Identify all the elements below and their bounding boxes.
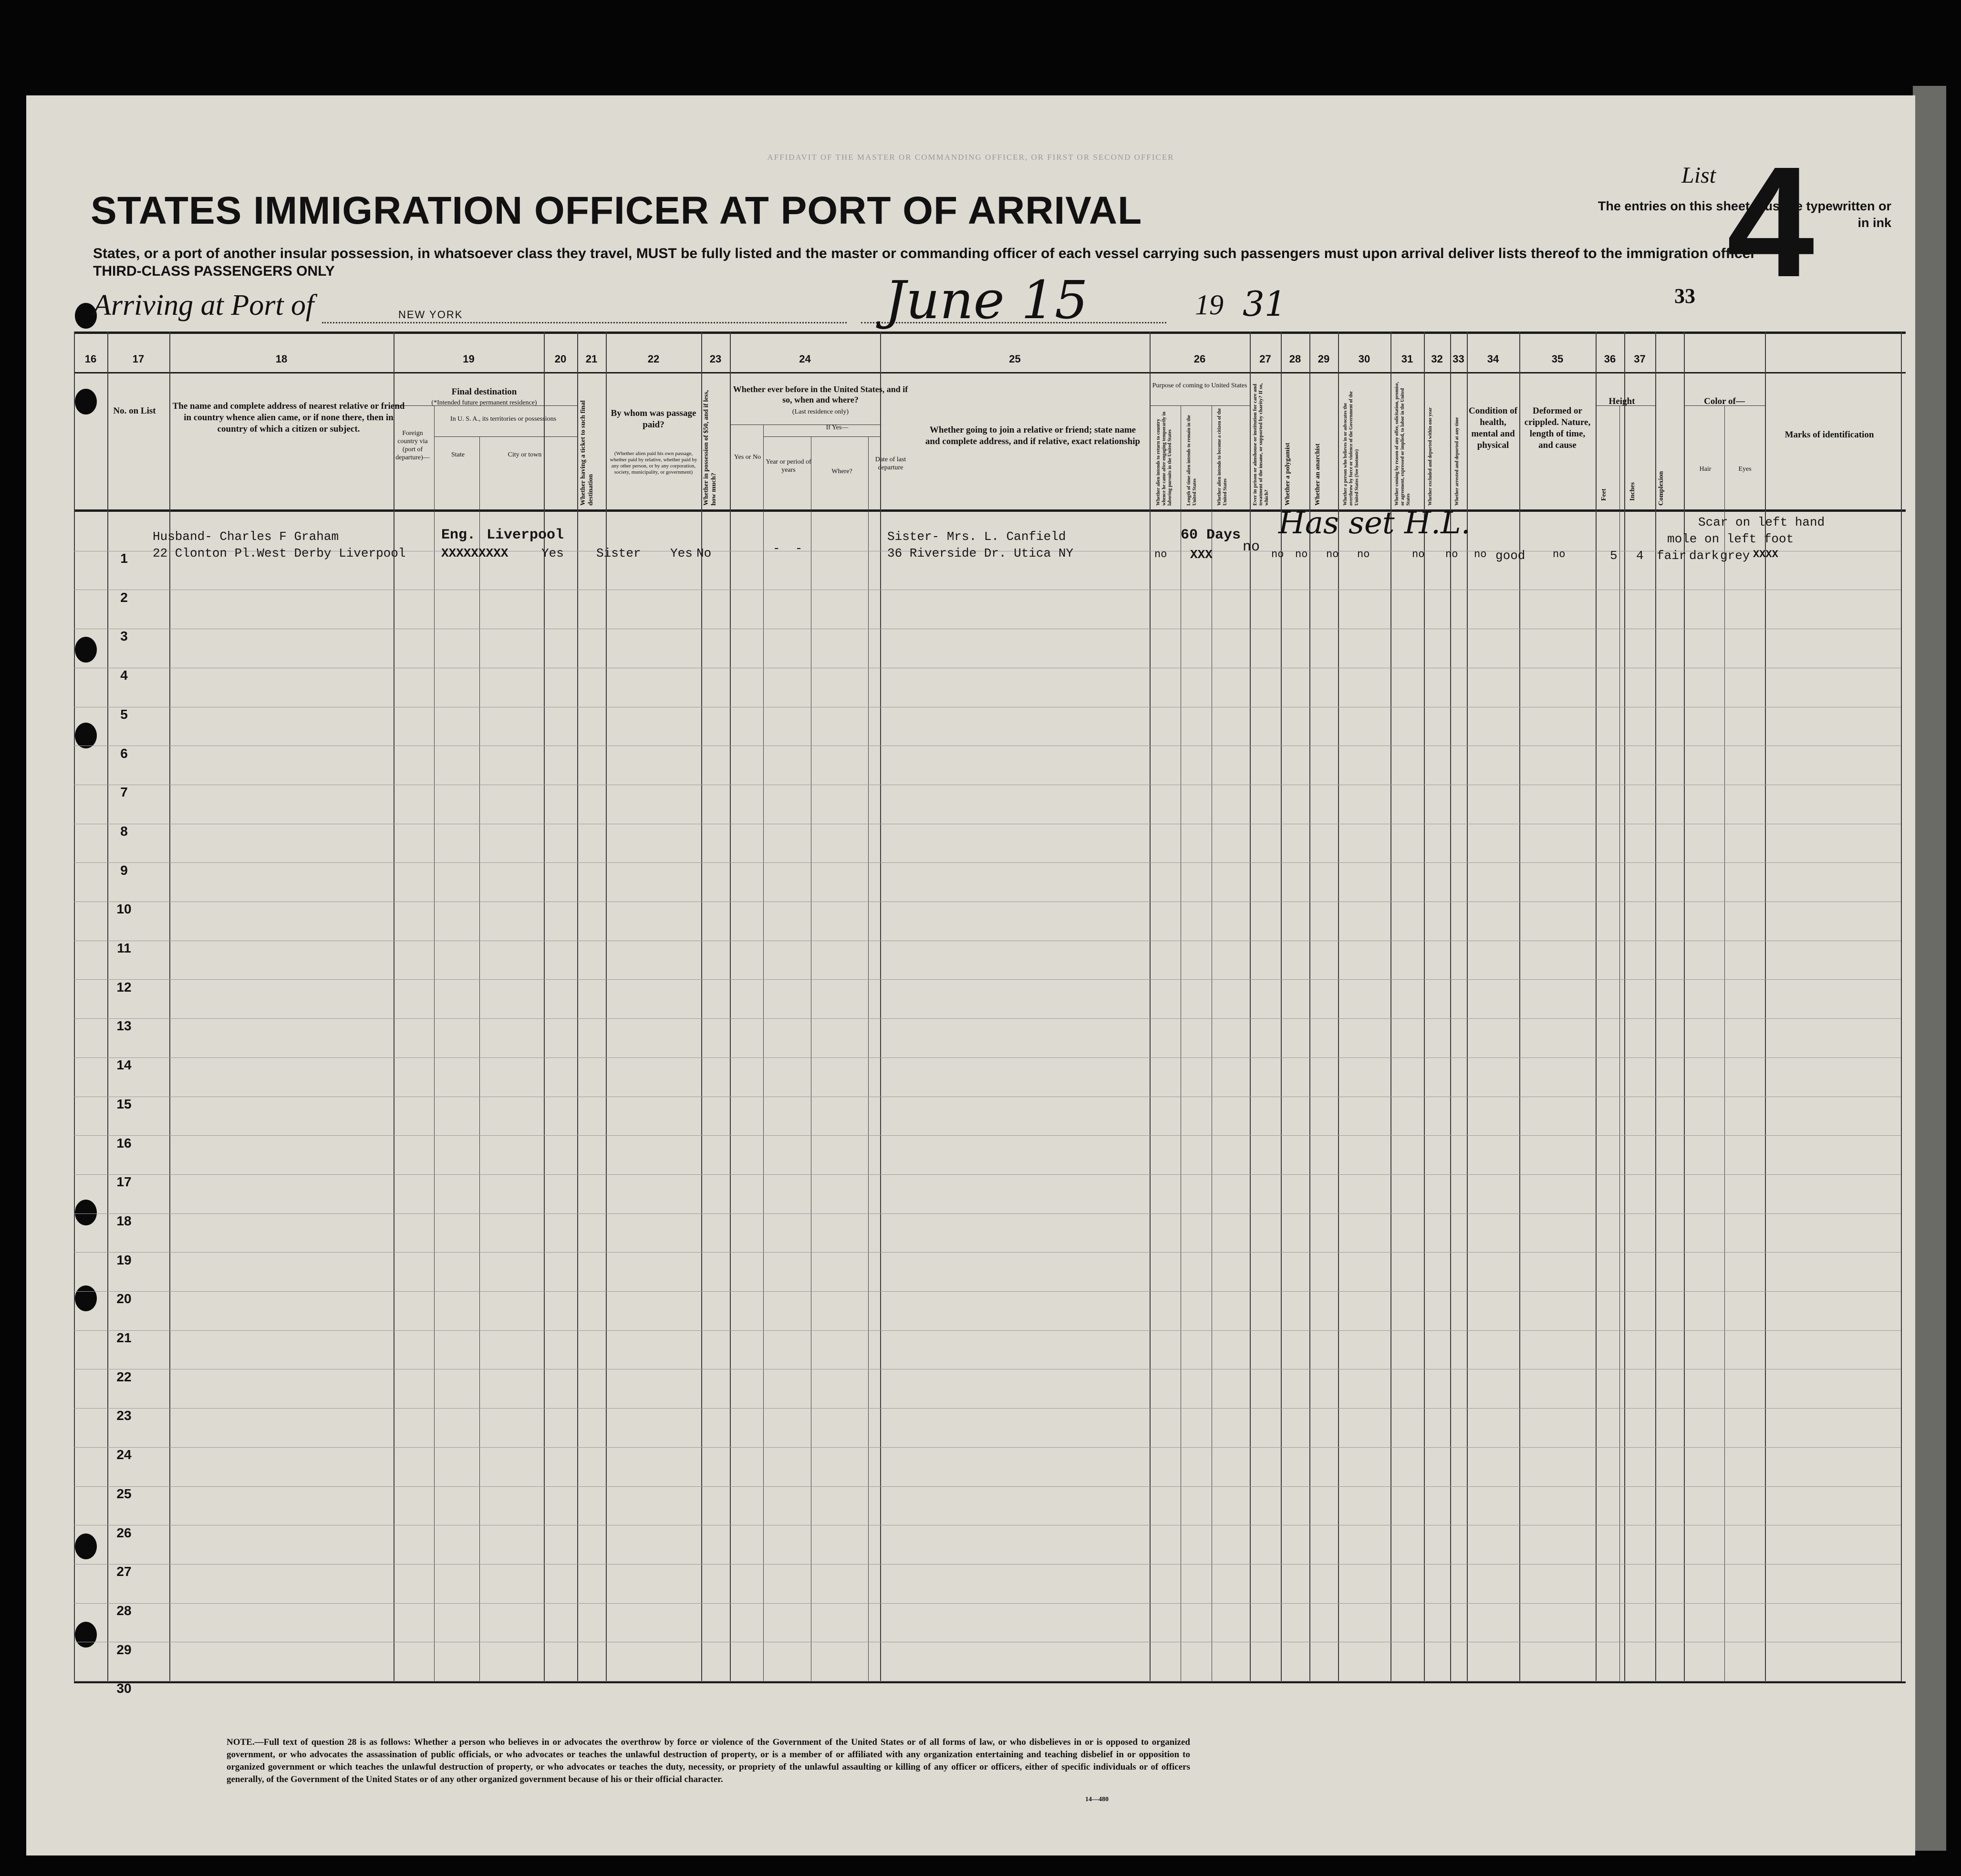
- subcolumn-divider: [868, 436, 869, 1681]
- row-divider: [74, 1018, 1901, 1019]
- subcolumn-divider: [434, 405, 435, 1681]
- header-strip: AFFIDAVIT OF THE MASTER OR COMMANDING OFFICER, OR FIRST OR SECOND OFFICER: [767, 153, 1174, 162]
- entry-state-struck: XXXXXXXXX: [441, 546, 508, 560]
- hdr-yes-no: Yes or No: [734, 454, 761, 461]
- column-divider: [1901, 332, 1902, 1681]
- hdr-purpose-b: Length of time alien intends to remain in the United States: [1186, 415, 1197, 506]
- row-divider: [74, 1213, 1901, 1214]
- column-number: 23: [709, 353, 722, 365]
- column-divider: [577, 332, 578, 1681]
- column-number: 32: [1431, 353, 1443, 365]
- entry-city: Liverpool: [487, 527, 564, 543]
- row-number: 1: [120, 551, 128, 566]
- hdr-state: State: [451, 451, 465, 458]
- punch-hole: [75, 723, 97, 748]
- column-number: 31: [1401, 353, 1413, 365]
- column-divider: [1655, 332, 1656, 1681]
- hdr-col31: Whether arrested and deported at any time: [1454, 417, 1460, 506]
- row-divider: [74, 1057, 1901, 1058]
- hdr-deformed: Deformed or crippled. Nature, length of time, and cause: [1524, 406, 1591, 450]
- column-divider: [1596, 332, 1597, 1681]
- entry-health: good: [1495, 549, 1525, 563]
- column-number: 29: [1318, 353, 1330, 365]
- entry-dash: - -: [773, 541, 803, 556]
- row-divider: [74, 1603, 1901, 1604]
- column-number: 21: [585, 353, 598, 365]
- column-number: 19: [463, 353, 475, 365]
- column-divider: [107, 332, 108, 1681]
- entry-marks-line2: mole on left foot: [1667, 532, 1794, 546]
- row-number: 15: [116, 1096, 132, 1111]
- hdr-foreign-country: Foreign country via (port of departure)—: [395, 430, 430, 461]
- row-number: 17: [116, 1174, 132, 1190]
- year-prefix: 19: [1195, 289, 1224, 321]
- entry-marks-line1: Scar on left hand: [1698, 515, 1825, 529]
- column-number: 25: [1009, 353, 1021, 365]
- column-number: 27: [1259, 353, 1271, 365]
- hdr-inches: Inches: [1629, 482, 1636, 501]
- hdr-color-of: Color of—: [1704, 396, 1745, 406]
- list-number: 4: [1727, 134, 1815, 310]
- page-number: 33: [1674, 284, 1695, 308]
- column-divider: [606, 332, 607, 1681]
- year-handwritten: 31: [1243, 284, 1287, 324]
- row-number: 20: [116, 1291, 132, 1306]
- entry-purpose-b-struck: XXX: [1190, 548, 1213, 562]
- row-number: 21: [116, 1330, 132, 1345]
- row-divider: [74, 1174, 1901, 1175]
- hdr-hair: Hair: [1699, 466, 1712, 473]
- header-sub-rule: [763, 436, 880, 437]
- subcolumn-divider: [1724, 405, 1725, 1681]
- column-number: 30: [1358, 353, 1370, 365]
- hdr-ever-before-note: (Last residence only): [792, 408, 849, 415]
- entry-join-line1: Sister- Mrs. L. Canfield: [887, 529, 1066, 544]
- entry-complexion: fair: [1657, 549, 1687, 563]
- column-number: 22: [647, 353, 660, 365]
- row-number: 12: [116, 979, 132, 995]
- hdr-fifty: Whether in possession of $50, and if less, how much?: [703, 390, 717, 506]
- hdr-where: Where?: [831, 468, 852, 475]
- column-number: 18: [275, 353, 288, 365]
- row-number: 2: [120, 590, 128, 605]
- entry-deformed: no: [1553, 549, 1566, 560]
- row-number: 14: [116, 1057, 132, 1073]
- column-number: 17: [132, 353, 145, 365]
- row-number: 10: [116, 902, 132, 917]
- manifest-page: [26, 95, 1915, 1855]
- column-number: 16: [84, 353, 97, 365]
- entry-col28: no: [1357, 549, 1370, 560]
- row-number: 23: [116, 1408, 132, 1423]
- column-number: 24: [799, 353, 811, 365]
- hdr-final-destination: Final destination: [451, 387, 517, 397]
- entry-col25: no: [1271, 549, 1284, 560]
- entry-feet: 5: [1610, 549, 1618, 563]
- column-number: 26: [1193, 353, 1206, 365]
- row-number: 3: [120, 629, 128, 644]
- entry-inches: 4: [1636, 549, 1644, 563]
- entry-col27: no: [1326, 549, 1339, 560]
- hdr-year-period: Year or period of years: [766, 458, 811, 474]
- hdr-passage-note: (Whether alien paid his own passage, whether paid by relative, whether paid by any other person, or by any corporation, society, municipality, or government): [610, 451, 697, 475]
- row-divider: [74, 1447, 1901, 1448]
- column-number: 33: [1453, 353, 1464, 365]
- entry-ticket: Yes: [541, 546, 564, 560]
- row-divider: [74, 979, 1901, 980]
- entry-relative-line2: 22 Clonton Pl.West Derby Liverpool: [153, 546, 406, 560]
- list-label: List: [1681, 163, 1716, 188]
- footnote: NOTE.—Full text of question 28 is as follows: Whether a person who believes in or advocates the overthrow by force or violence of the Government of the United States or of all forms of law, or who disbelieves in or is opposed to organized government, or who advocates the assassination of public officials, or who advocates or teaches the unlawful destruction of property, or is a member of or affiliated with any organization entertaining and teaching disbelief in or opposition to organized government or which teaches the unlawful destruction of property, or who advocates or teaches the duty, necessity, or propriety of the unlawful assaulting or killing of any officer or officers, either of specific individuals or of officers generally, of the Government of the United States or of any other organized government because of his or their official character.: [227, 1737, 1190, 1784]
- column-divider: [701, 332, 702, 1681]
- entry-purpose-b: 60 Days: [1181, 527, 1241, 543]
- colnum-rule: [74, 372, 1906, 373]
- subcolumn-divider: [479, 436, 480, 1681]
- hdr-health: Condition of health, mental and physical: [1469, 406, 1517, 450]
- form-title: STATES IMMIGRATION OFFICER AT PORT OF ARRIVAL: [91, 189, 1142, 232]
- entry-relative-line1: Husband- Charles F Graham: [153, 529, 339, 544]
- row-number: 16: [116, 1135, 132, 1150]
- hdr-date-departure: Date of last departure: [875, 456, 906, 471]
- column-divider: [880, 332, 881, 1681]
- hdr-col26: Whether a polygamist: [1284, 443, 1291, 506]
- row-divider: [74, 1408, 1901, 1409]
- entry-purpose-a: no: [1154, 549, 1167, 560]
- hdr-ticket: Whether having a ticket to such final destination: [580, 400, 594, 506]
- handwritten-annotation: Has set H.L.: [1278, 506, 1471, 541]
- hdr-marks: Marks of identification: [1785, 430, 1874, 440]
- hdr-relative: The name and complete address of nearest relative or friend in country whence alien came, or if none there, then in country of which a citizen or subject.: [172, 401, 405, 434]
- punch-hole: [75, 1200, 97, 1225]
- column-divider: [1250, 332, 1251, 1681]
- row-number: 7: [120, 785, 128, 800]
- column-divider: [1624, 332, 1625, 1681]
- row-number: 24: [116, 1447, 132, 1462]
- row-number: 4: [120, 668, 128, 683]
- row-number: 30: [116, 1681, 132, 1696]
- row-number: 6: [120, 746, 128, 761]
- list-note: The entries on this sheet must be typewritten or in ink: [1598, 199, 1891, 230]
- row-number: 11: [117, 941, 131, 955]
- hdr-purpose-c: Whether alien intends to become a citizen of the United States: [1217, 408, 1228, 506]
- punch-hole: [75, 1622, 97, 1648]
- hdr-city: City or town: [508, 451, 542, 458]
- subcolumn-divider: [763, 425, 764, 1681]
- hdr-join-relative: Whether going to join a relative or friend; state name and complete address, and if relative, exact relationship: [925, 425, 1141, 446]
- entry-ever-before: No: [696, 546, 712, 560]
- hdr-col29: Whether coming by reason of any offer, solicitation, promise, or agreement, expressed or implied, to labor in the United States: [1394, 382, 1411, 506]
- column-number: 35: [1551, 353, 1564, 365]
- class-line: THIRD-CLASS PASSENGERS ONLY: [93, 263, 335, 279]
- row-divider: [74, 1486, 1901, 1487]
- row-divider: [74, 1252, 1901, 1253]
- punch-hole: [75, 637, 97, 663]
- row-number: 18: [116, 1213, 132, 1228]
- row-divider: [74, 862, 1901, 863]
- row-number: 5: [120, 706, 128, 722]
- arriving-label: Arriving at Port of: [93, 289, 314, 321]
- column-number: 36: [1604, 353, 1616, 365]
- hdr-if-yes: If Yes—: [826, 424, 849, 431]
- subcolumn-divider: [1619, 405, 1620, 1681]
- entry-col26: no: [1295, 549, 1308, 560]
- form-subtitle: States, or a port of another insular possession, in whatsoever class they travel, MUST be fully listed and the master or commanding officer of each vessel carrying such passengers must upon arrival deliver lists thereof to the immigration officer: [93, 246, 1756, 261]
- port-name: NEW YORK: [398, 309, 463, 321]
- hdr-ever-before: Whether ever before in the United States, and if so, when and where?: [733, 384, 908, 404]
- column-number: 37: [1634, 353, 1646, 365]
- entry-foreign-country: Eng.: [441, 527, 476, 543]
- hdr-passage: By whom was passage paid?: [611, 408, 696, 430]
- row-number: 27: [116, 1564, 132, 1579]
- hdr-col25: Ever in prison or almshouse or institution for care and treatment of the insane, or supported by charity? If so, which?: [1252, 383, 1269, 506]
- punch-hole: [75, 1285, 97, 1311]
- header-sub-rule: [434, 436, 577, 437]
- hdr-final-destination-note: (*Intended future permanent residence): [431, 399, 537, 406]
- row-number: 28: [116, 1603, 132, 1618]
- column-number: 28: [1289, 353, 1301, 365]
- row-number: 13: [116, 1018, 132, 1034]
- entry-join-line2: 36 Riverside Dr. Utica NY: [887, 546, 1074, 560]
- entry-purpose-c: no: [1243, 539, 1260, 555]
- header-bottom-rule: [74, 509, 1906, 512]
- row-number: 29: [116, 1642, 132, 1657]
- row-number: 22: [116, 1369, 132, 1384]
- hdr-purpose-a: Whether alien intends to return to country whence he came after engaging temporarily in laboring pursuits in the United States: [1156, 412, 1172, 506]
- hdr-feet: Feet: [1600, 488, 1608, 501]
- column-divider: [1519, 332, 1520, 1681]
- column-divider: [1150, 332, 1151, 1681]
- arrival-date: June 15: [885, 269, 1088, 331]
- hdr-col27: Whether an anarchist: [1314, 443, 1321, 506]
- row-number: 19: [116, 1252, 132, 1267]
- column-divider: [730, 332, 731, 1681]
- row-divider: [74, 1564, 1901, 1565]
- hdr-complexion: Complexion: [1658, 471, 1665, 506]
- row-divider: [74, 1330, 1901, 1331]
- table-top-rule: [74, 332, 1906, 334]
- row-divider: [74, 1291, 1901, 1292]
- column-divider: [74, 332, 75, 1681]
- page-edge: [1913, 86, 1946, 1851]
- row-number: 25: [116, 1486, 132, 1501]
- column-number: 20: [554, 353, 567, 365]
- entry-col30: no: [1445, 549, 1458, 560]
- entry-col29: no: [1412, 549, 1425, 560]
- hdr-no-on-list: No. on List: [113, 406, 156, 416]
- hdr-purpose: Purpose of coming to United States: [1152, 382, 1247, 389]
- row-divider: [74, 1135, 1901, 1136]
- row-number: 9: [120, 862, 128, 878]
- punch-hole: [75, 1534, 97, 1559]
- row-number: 26: [116, 1525, 132, 1540]
- punch-hole: [75, 389, 97, 415]
- entry-eyes-struck: XXXX: [1753, 549, 1778, 560]
- table-bottom-rule: [74, 1681, 1906, 1683]
- entry-hair: dark: [1689, 549, 1719, 563]
- entry-col31: no: [1474, 549, 1487, 560]
- row-number: 8: [120, 823, 128, 839]
- entry-passage: Sister: [596, 546, 641, 560]
- hdr-in-usa: In U. S. A., its territories or possessions: [450, 415, 557, 423]
- column-number: 34: [1487, 353, 1499, 365]
- hdr-col28: Whether a person who believes in or advocates the overthrow by force or violence of the Government of the United States (See footnote): [1343, 391, 1359, 506]
- hdr-eyes: Eyes: [1738, 466, 1752, 473]
- hdr-height: Height: [1608, 396, 1635, 406]
- entry-fifty: Yes: [670, 546, 693, 560]
- entry-eyes: grey: [1720, 549, 1750, 563]
- port-line: [322, 322, 847, 323]
- form-code: 14—480: [1085, 1796, 1109, 1803]
- hdr-col30: Whether excluded and deported within one year: [1428, 407, 1433, 506]
